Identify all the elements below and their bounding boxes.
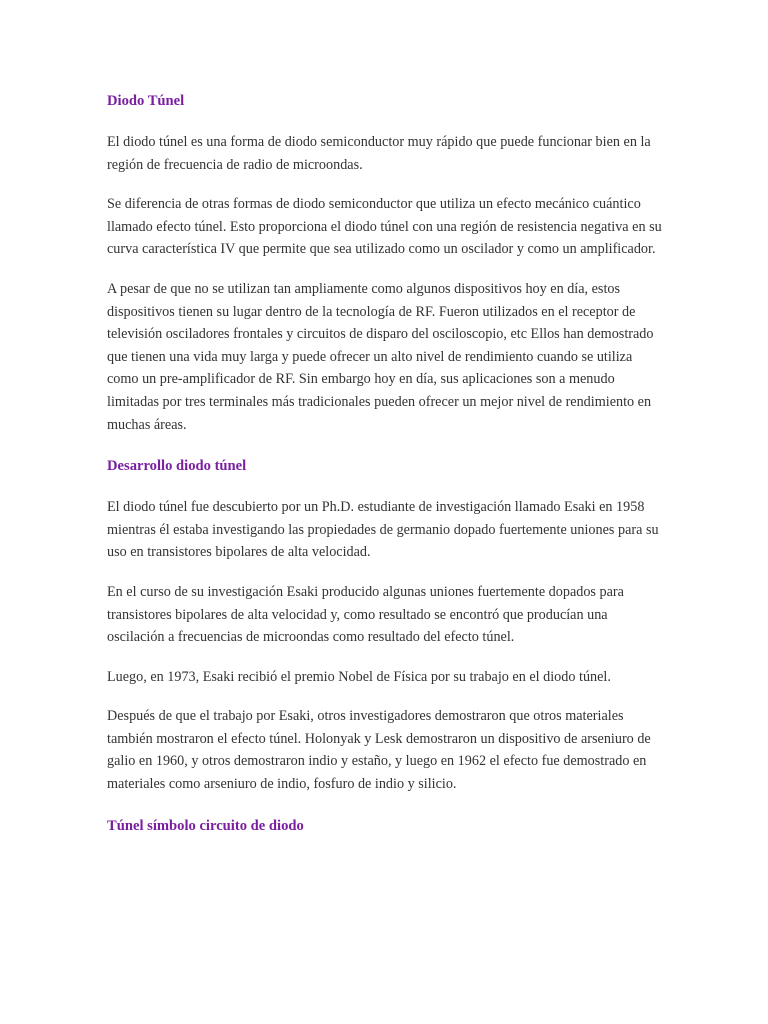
document-body [107,88,667,856]
paragraph-intro: El diodo túnel es una forma de diodo semiconductor muy rápido que puede funcionar bien en la región de frecuencia de radio de microondas. [107,134,651,173]
heading-desarrollo: Desarrollo diodo túnel [107,458,247,475]
paragraph-investigacion: En el curso de su investigación Esaki producido algunas uniones fuertemente dopados para transistores bipolares de alta velocidad y, como resultado se encontró que producían una oscilación a frecuencias de microondas como resultado del efecto túnel. [107,583,624,646]
paragraph-aplicaciones: A pesar de que no se utilizan tan ampliamente como algunos dispositivos hoy en día, estos dispositivos tienen su lugar dentro de la tecnología de RF. Fueron utilizados en el receptor de televisión osciladores frontales y circuitos de disparo del osciloscopio, etc Ellos han demostrado que tienen una vida muy larga y puede ofrecer un alto nivel de rendimiento cuando se utiliza como un pre-amplificador de RF. Sin embargo hoy en día, sus aplicaciones son a menudo limitadas por tres terminales más tradicionales pueden ofrecer un mejor nivel de rendimiento en muchas áreas. [107,280,654,433]
paragraph-descubrimiento: El diodo túnel fue descubierto por un Ph.D. estudiante de investigación llamado Esaki en 1958 mientras él estaba investigando las propiedades de germanio dopado fuertemente uniones para su uso en transistores bipolares de alta velocidad. [107,499,659,561]
paragraph-efecto-tunel: Se diferencia de otras formas de diodo semiconductor que utiliza un efecto mecánico cuántico llamado efecto túnel. Esto proporciona el diodo túnel con una región de resistencia negativa en su curva característica IV que permite que sea utilizado como un oscilador y como un amplificador. [107,196,662,258]
paragraph-otros-investigadores: Después de que el trabajo por Esaki, otros investigadores demostraron que otros materiales también mostraron el efecto túnel. Holonyak y Lesk demostraron un dispositivo de arseniuro de galio en 1960, y otros demostraron indio y estaño, y luego en 1962 el efecto fue demostrado en materiales como arseniuro de indio, fosfuro de indio y silicio. [107,708,651,793]
paragraph-nobel: Luego, en 1973, Esaki recibió el premio Nobel de Física por su trabajo en el diodo túnel. [107,668,611,685]
heading-diodo-tunel: Diodo Túnel [107,93,185,109]
heading-simbolo-circuito: Túnel símbolo circuito de diodo [107,817,304,834]
